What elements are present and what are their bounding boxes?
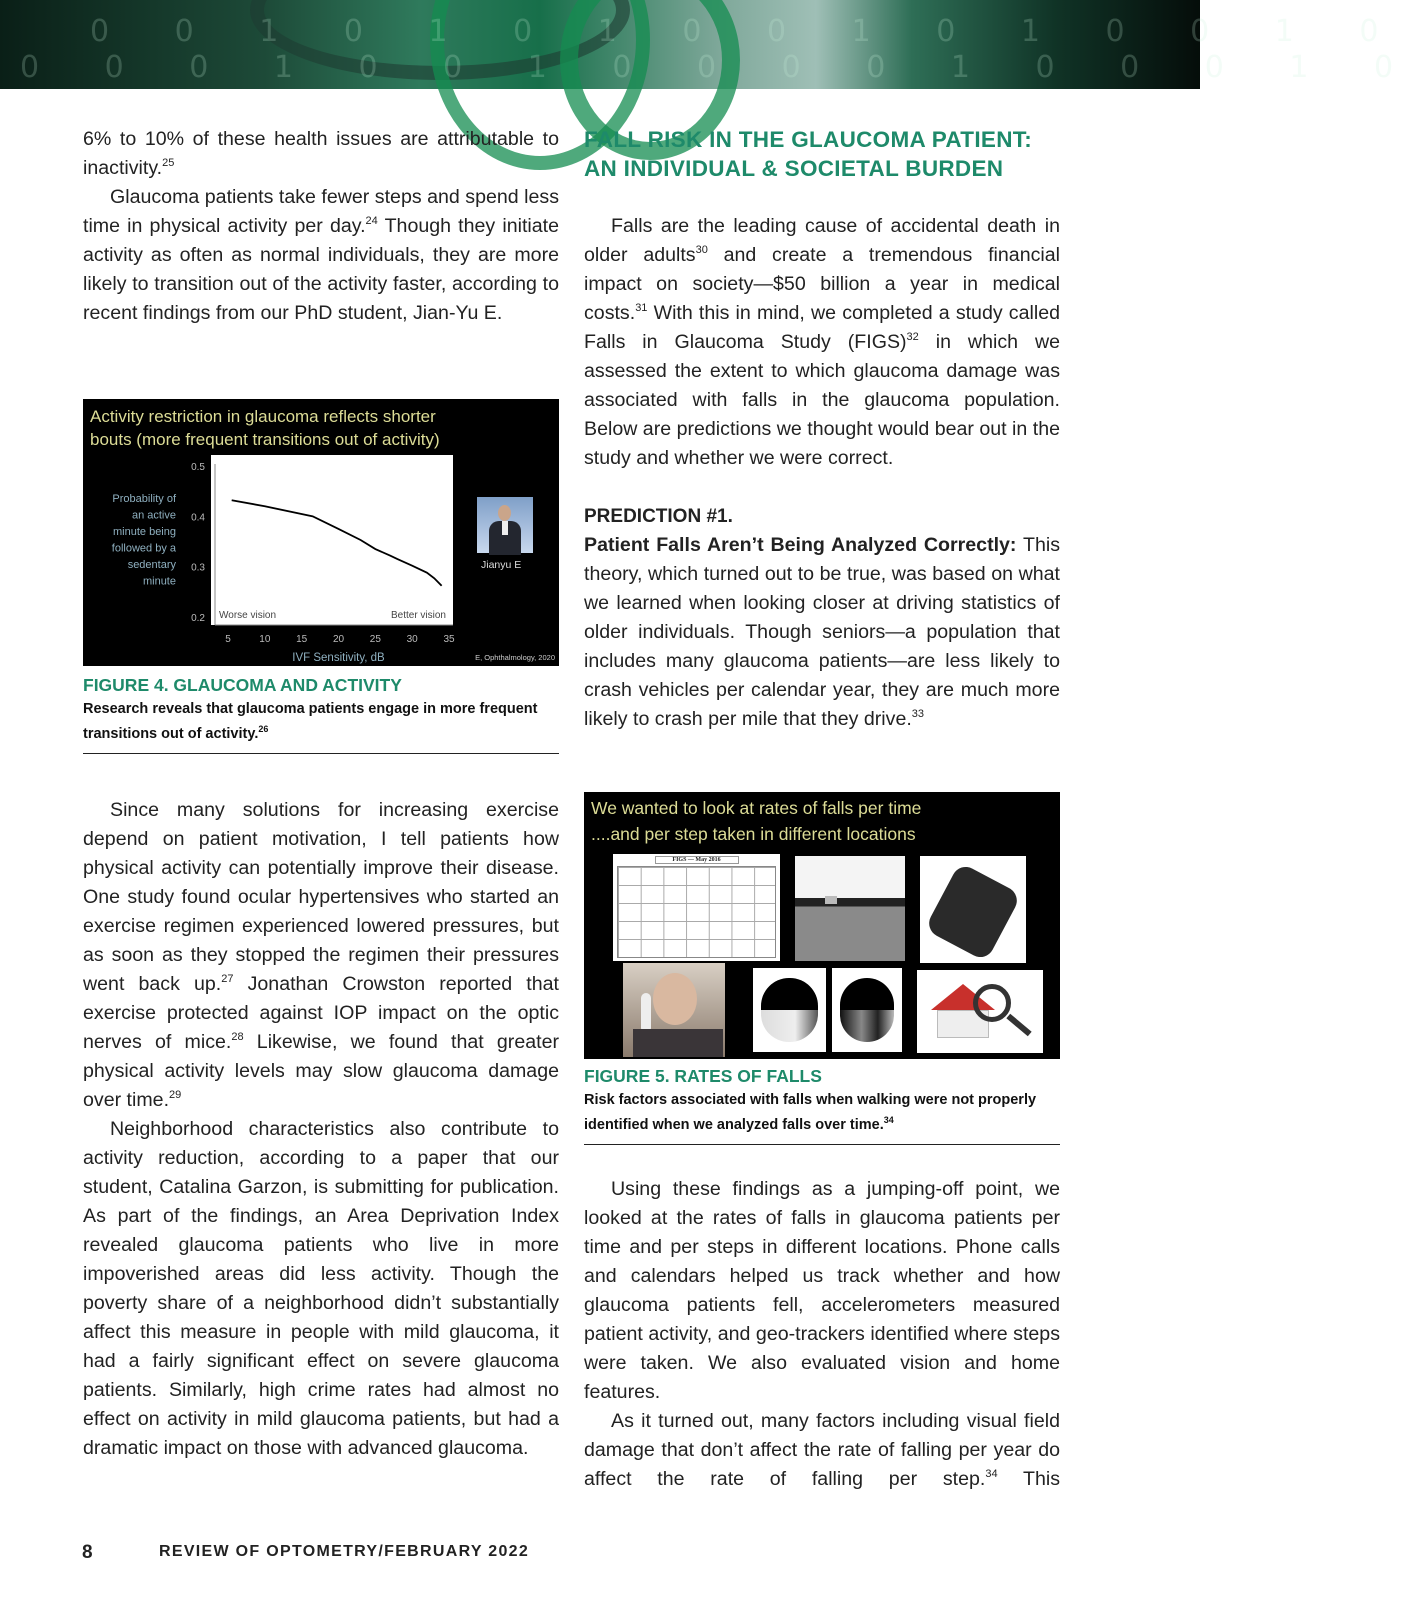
plot-area [211,455,453,625]
slide-title: We wanted to look at rates of falls per time [591,798,922,818]
text-run: Research reveals that glaucoma patients engage in more frequent transitions out of activity. [83,701,538,742]
text-run: Falls are the leading cause of accidental death in older adults [584,215,1060,266]
body-paragraph [584,531,1060,734]
y-axis-label-line: minute being [113,526,176,538]
visual-field-map-2 [832,968,902,1052]
footnote-ref: 32 [906,331,919,343]
body-paragraph [83,796,559,1115]
body-paragraph [584,1407,1060,1494]
right-column-top [584,125,1060,734]
text-run: Neighborhood characteristics also contribute to activity reduction, according to a paper that our student, Catalina Garzon, is submitting for publication. As part of the findings, an Area Deprivation Index revealed glaucoma patients who live in more impoverished areas did less activity. Though the poverty share of a neighborhood didn’t substantially affect this measure in people with mild glaucoma, it had a fairly significant effect on severe glaucoma patients. Similarly, high crime rates had almost no effect on activity in mild glaucoma patients, but had a dramatic impact on those with advanced glaucoma. [83,1118,559,1459]
body-paragraph [83,183,559,328]
figure-citation: E, Ophthalmology, 2020 [475,653,555,662]
header-banner-image [0,0,1421,89]
y-axis-label-line: sedentary [127,559,176,571]
figure-title: FIGURE 4. GLAUCOMA AND ACTIVITY [83,675,402,695]
slide-title: Activity restriction in glaucoma reflects shorter [90,407,436,426]
house-inspection-image [917,970,1043,1053]
accelerometer-belt-image [795,856,905,961]
x-tick-label: 10 [259,634,271,645]
figure-caption-text [584,1088,1060,1137]
figure-caption-text [83,697,559,746]
footnote-ref: 29 [169,1089,182,1101]
section-heading-line: FALL RISK IN THE GLAUCOMA PATIENT: [584,127,1033,152]
figure-5-caption [584,1064,1060,1137]
text-run: Jonathan Crowston reported that exercise protected against IOP impact on the optic nerves of mice. [83,973,559,1053]
binary-digits: 0 0 1 0 1 0 1 0 0 1 0 1 0 0 1 0 [90,14,1407,49]
woman-on-phone-image [623,963,725,1057]
caption-divider [584,1144,1060,1145]
y-tick-label: 0.4 [191,512,205,524]
gps-tracker-image [920,856,1026,963]
footnote-ref: 27 [221,973,234,985]
visual-field-map-1 [753,968,826,1052]
text-run: and create a tremendous financial impact on society—$50 billion a year in medical costs. [584,244,1060,324]
footnote-ref: 28 [231,1031,244,1043]
figure-4-slide [83,399,559,666]
footnote-ref: 34 [883,1114,894,1125]
x-tick-label: 30 [406,634,418,645]
x-axis-label: IVF Sensitivity, dB [292,652,385,664]
x-tick-label: 35 [443,634,455,645]
text-run: Since many solutions for increasing exercise depend on patient motivation, I tell patients how physical activity can potentially improve their disease. One study found ocular hypertensives who started an exercise regimen experienced lowered pressures, but as soon as they stopped the regimen their pressures went back up. [83,799,559,995]
y-tick-label: 0.2 [191,613,205,624]
annotation-better-vision: Better vision [390,610,446,621]
prediction-heading: PREDICTION #1. [584,506,733,527]
section-heading [584,125,1060,183]
y-tick-label: 0.3 [191,562,205,574]
text-run: This [997,1468,1060,1490]
text-run: Risk factors associated with falls when walking were not properly identified when we analyzed falls over time. [584,1092,1037,1133]
annotation-worse-vision: Worse vision [219,610,277,621]
footnote-ref: 26 [258,723,269,734]
section-heading-line: AN INDIVIDUAL & SOCIETAL BURDEN [584,156,1004,181]
footnote-ref: 34 [985,1468,998,1480]
footnote-ref: 25 [162,157,175,169]
text-run: in which we assessed the extent to which glaucoma damage was associated with falls in the glaucoma population. Below are predictions we thought would bear out in the study and whether we were correct. [584,331,1060,469]
text-run: Likewise, we found that greater physical activity levels may slow glaucoma damage over time. [83,1031,559,1111]
person-photo [477,497,533,553]
binary-digits: 0 0 0 1 0 0 1 0 0 0 0 1 0 0 0 1 0 [20,50,1421,85]
body-paragraph [584,212,1060,473]
run-in-heading: Patient Falls Aren’t Being Analyzed Correctly: [584,534,1017,556]
calendar-title: FIGS — May 2016 [655,856,739,864]
person-label: Jianyu E [481,559,522,571]
body-paragraph [83,1115,559,1463]
y-axis-label-line: an active [131,509,176,522]
page-number: 8 [82,1542,94,1563]
y-axis-label-line: followed by a [111,542,176,555]
figure-title: FIGURE 5. RATES OF FALLS [584,1066,822,1086]
x-tick-label: 25 [369,634,381,645]
magazine-issue: REVIEW OF OPTOMETRY/FEBRUARY 2022 [159,1543,530,1560]
y-axis-label-line: Probability of [112,493,176,505]
x-tick-label: 20 [332,634,345,645]
y-tick-label: 0.5 [191,462,205,473]
slide-title: ....and per step taken in different locations [591,824,916,844]
left-column-top [83,125,559,328]
text-run: As it turned out, many factors including visual field damage that don’t affect the rate of falling per year do affect the rate of falling per step. [584,1410,1060,1490]
caption-divider [83,753,559,754]
text-run: With this in mind, we completed a study called Falls in Glaucoma Study (FIGS) [584,302,1060,353]
y-axis-label-line: minute [142,575,176,588]
footnote-ref: 33 [911,708,925,720]
footnote-ref: 31 [635,302,648,314]
left-column-bottom [83,796,559,1463]
text-run: Using these findings as a jumping-off point, we looked at the rates of falls in glaucoma patients per time and per steps in different locations. Phone calls and calendars helped us track whether and how glaucoma patients fell, accelerometers measured patient activity, and geo-trackers identified where steps were taken. We also evaluated vision and home features. [584,1178,1060,1403]
text-run: 6% to 10% of these health issues are attributable to inactivity. [83,128,559,179]
slide-title: bouts (more frequent transitions out of activity) [90,430,440,449]
body-paragraph [83,125,559,183]
x-tick-label: 5 [225,634,231,645]
footnote-ref: 24 [365,215,378,227]
figure-5-slide [584,792,1060,1059]
text-run: This theory, which turned out to be true, was based on what we learned when looking closer at driving statistics of older individuals. Though seniors—a population that includes many glaucoma patients—are less likely to crash vehicles per calendar year, they are much more likely to crash per mile that they drive. [584,534,1060,730]
text-run: Glaucoma patients take fewer steps and spend less time in physical activity per day. [83,186,559,237]
text-run: Though they initiate activity as often as normal individuals, they are more likely to transition out of the activity faster, according to recent findings from our PhD student, Jian-Yu E. [83,215,559,324]
calendar-image [613,854,780,961]
figure-4-caption [83,673,559,746]
x-tick-label: 15 [296,634,308,645]
right-column-bottom [584,1175,1060,1494]
footnote-ref: 30 [695,244,708,256]
body-paragraph [584,1175,1060,1407]
